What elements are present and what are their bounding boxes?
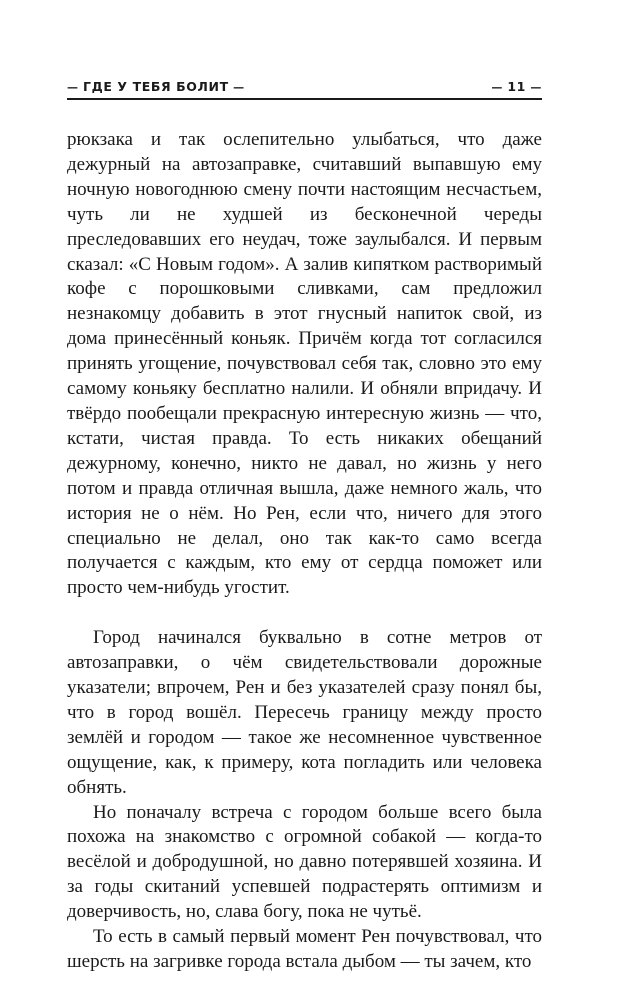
running-head	[67, 80, 542, 102]
paragraph-3: Но поначалу встреча с городом больше всего была похожа на знакомство с огромной собакой — когда-то весёлой и добродушной, но давно потерявшей хозяина. И за годы скитаний успевшей подрастерять оптимизм и доверчивость, но, слава богу, пока не чутьё.	[67, 801, 542, 923]
book-title: ГДЕ У ТЕБЯ БОЛИТ	[83, 79, 229, 94]
folio-dash-right: —	[525, 81, 542, 94]
page-number-block	[485, 80, 542, 95]
page-number: 11	[507, 79, 526, 94]
header-rule	[67, 98, 542, 100]
paragraph-1: рюкзака и так ослепительно улыбаться, что даже дежурный на автозаправке, считавший выпавшую ему ночную новогоднюю смену почти настоящим несчастьем, чуть ли не худшей из бесконечной череды преследовавших его неудач, тоже заулыбался. И первым сказал: «С Новым годом». А залив кипятком растворимый кофе с порошковыми сливками, сам предложил незнакомцу добавить в этот гнусный напиток свой, из дома принесённый коньяк. Причём когда тот согласился принять угощение, почувствовал себя так, словно это ему самому коньяку бесплатно налили. И обняли впридачу. И твёрдо пообещали прекрасную интересную жизнь — что, кстати, чистая правда. То есть никаких обещаний дежурному, конечно, никто не давал, но жизнь у него потом и правда отличная вышла, даже немного жаль, что история не о нём. Но Рен, если что, ничего для этого специально не делал, оно так как-то само всегда получается с каждым, кто ему от сердца поможет или просто чем-нибудь угостит.	[67, 129, 542, 599]
folio-dash-left: —	[491, 81, 508, 94]
page-body	[67, 128, 542, 975]
running-title	[67, 80, 251, 95]
paragraph-2: Город начинался буквально в сотне метров от автозаправки, о чём свидетельствовали дорожные указатели; впрочем, Рен и без указателей сразу понял бы, что в город вошёл. Пересечь границу между просто землёй и городом — такое же несомненное чувственное ощущение, как, к примеру, кота погладить или человека обнять.	[67, 627, 542, 798]
header-dash-right: —	[228, 81, 245, 94]
paragraph-4: То есть в самый первый момент Рен почувствовал, что шерсть на загривке города встала дыбом — ты зачем, кто	[67, 926, 542, 972]
header-dash-left: —	[67, 81, 84, 94]
